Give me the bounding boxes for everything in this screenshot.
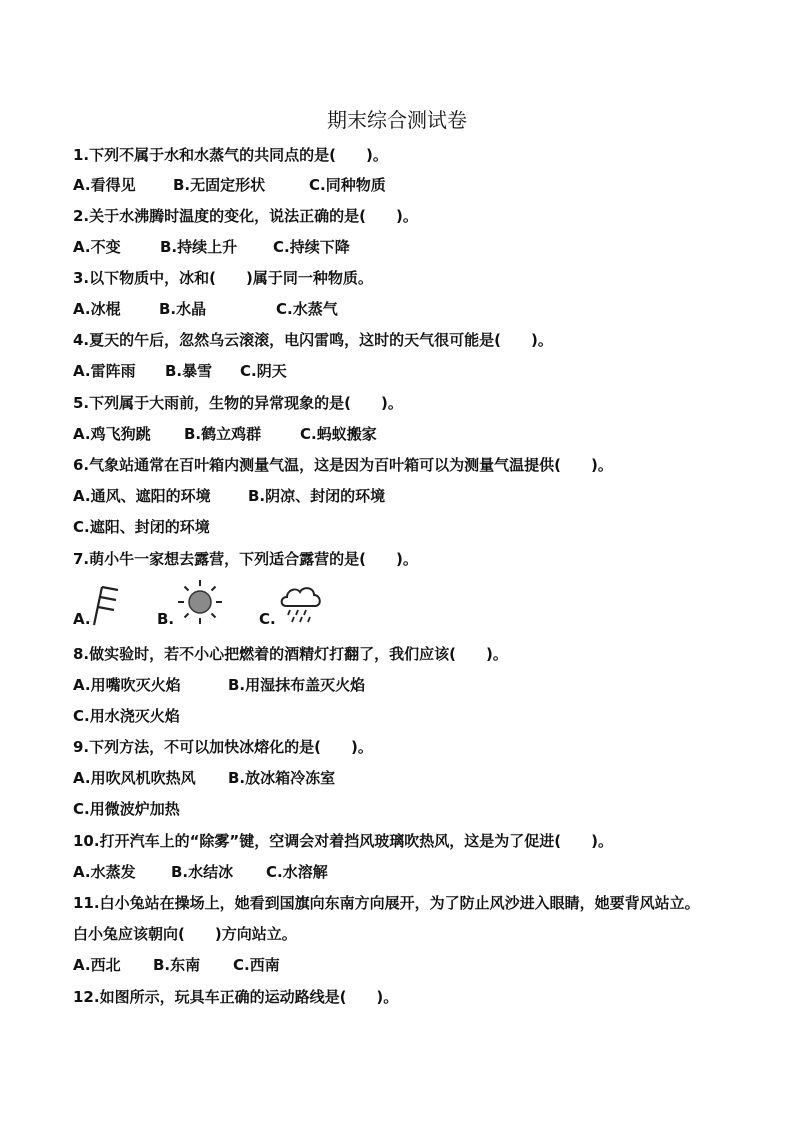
option-b: B.放冰箱冷冻室 [228,769,336,787]
option-b: B.无固定形状 [173,176,266,194]
option-c: C.水溶解 [266,863,328,881]
question-8-options-row2 [73,706,180,726]
option-b: B.水结冰 [171,863,234,881]
rain-cloud-icon [278,582,324,626]
question-10-stem: 10.打开汽车上的“除雾”键，空调会对着挡风玻璃吹热风，这是为了促进( )。 [73,832,614,850]
question-4-stem: 4.夏天的午后，忽然乌云滚滚，电闪雷鸣，这时的天气很可能是( )。 [73,331,553,349]
option-c: C.用微波炉加热 [73,800,180,818]
option-a: A.雷阵雨 [73,362,136,380]
question-6-options-row2 [73,517,210,537]
option-c: C.阴天 [240,362,287,380]
question-11-stem-line2: 白小兔应该朝向( )方向站立。 [73,925,297,943]
option-c: C.用水浇灭火焰 [73,707,180,725]
question-8-stem: 8.做实验时，若不小心把燃着的酒精灯打翻了，我们应该( )。 [73,645,508,663]
question-7-stem: 7.萌小牛一家想去露营，下列适合露营的是( )。 [73,550,418,568]
question-2-options [73,237,350,257]
option-b: B.水晶 [159,300,207,318]
option-b: B.东南 [153,956,201,974]
option-c: C.同种物质 [309,176,386,194]
option-a: A.不变 [73,238,121,256]
option-b: B.暴雪 [165,362,213,380]
option-a: A.冰棍 [73,300,121,318]
question-1-stem: 1.下列不属于水和水蒸气的共同点的是( )。 [73,146,388,164]
question-10-options [73,862,328,882]
option-b: B.鹤立鸡群 [184,425,262,443]
option-a: A. [73,610,91,628]
option-c: C.遮阳、封闭的环境 [73,518,210,536]
question-6-stem: 6.气象站通常在百叶箱内测量气温，这是因为百叶箱可以为测量气温提供( )。 [73,456,613,474]
option-b: B.持续上升 [160,238,238,256]
option-a: A.鸡飞狗跳 [73,425,151,443]
question-2-stem: 2.关于水沸腾时温度的变化，说法正确的是( )。 [73,207,418,225]
question-8-options [73,675,365,695]
option-b: B.阴凉、封闭的环境 [248,487,386,505]
question-9-options [73,768,335,788]
option-c: C. [259,610,276,628]
option-c: C.蚂蚁搬家 [300,425,377,443]
sun-icon [176,578,224,626]
question-3-options [73,299,338,319]
option-a: A.水蒸发 [73,863,136,881]
wind-flag-icon [88,585,124,627]
option-a: A.通风、遮阳的环境 [73,487,211,505]
option-a: A.用吹风机吹热风 [73,769,196,787]
question-3-stem: 3.以下物质中，冰和( )属于同一种物质。 [73,269,373,287]
question-11-stem: 11.白小兔站在操场上，她看到国旗向东南方向展开，为了防止风沙进入眼睛，她要背风站立。 [73,894,700,912]
question-5-stem: 5.下列属于大雨前，生物的异常现象的是( )。 [73,394,403,412]
question-12-stem: 12.如图所示，玩具车正确的运动路线是( )。 [73,988,399,1006]
option-a: A.用嘴吹灭火焰 [73,676,181,694]
question-11-options [73,955,280,975]
option-c: C.西南 [233,956,280,974]
question-4-options [73,361,287,381]
question-5-options [73,424,377,444]
question-9-stem: 9.下列方法，不可以加快冰熔化的是( )。 [73,738,373,756]
option-b: B.用湿抹布盖灭火焰 [228,676,366,694]
option-a: A.看得见 [73,176,136,194]
question-9-options-row2 [73,799,180,819]
question-1-options [73,175,386,195]
question-6-options [73,486,385,506]
page-title: 期末综合测试卷 [327,108,467,132]
option-b: B. [157,610,175,628]
option-c: C.持续下降 [273,238,350,256]
option-a: A.西北 [73,956,121,974]
option-c: C.水蒸气 [276,300,338,318]
